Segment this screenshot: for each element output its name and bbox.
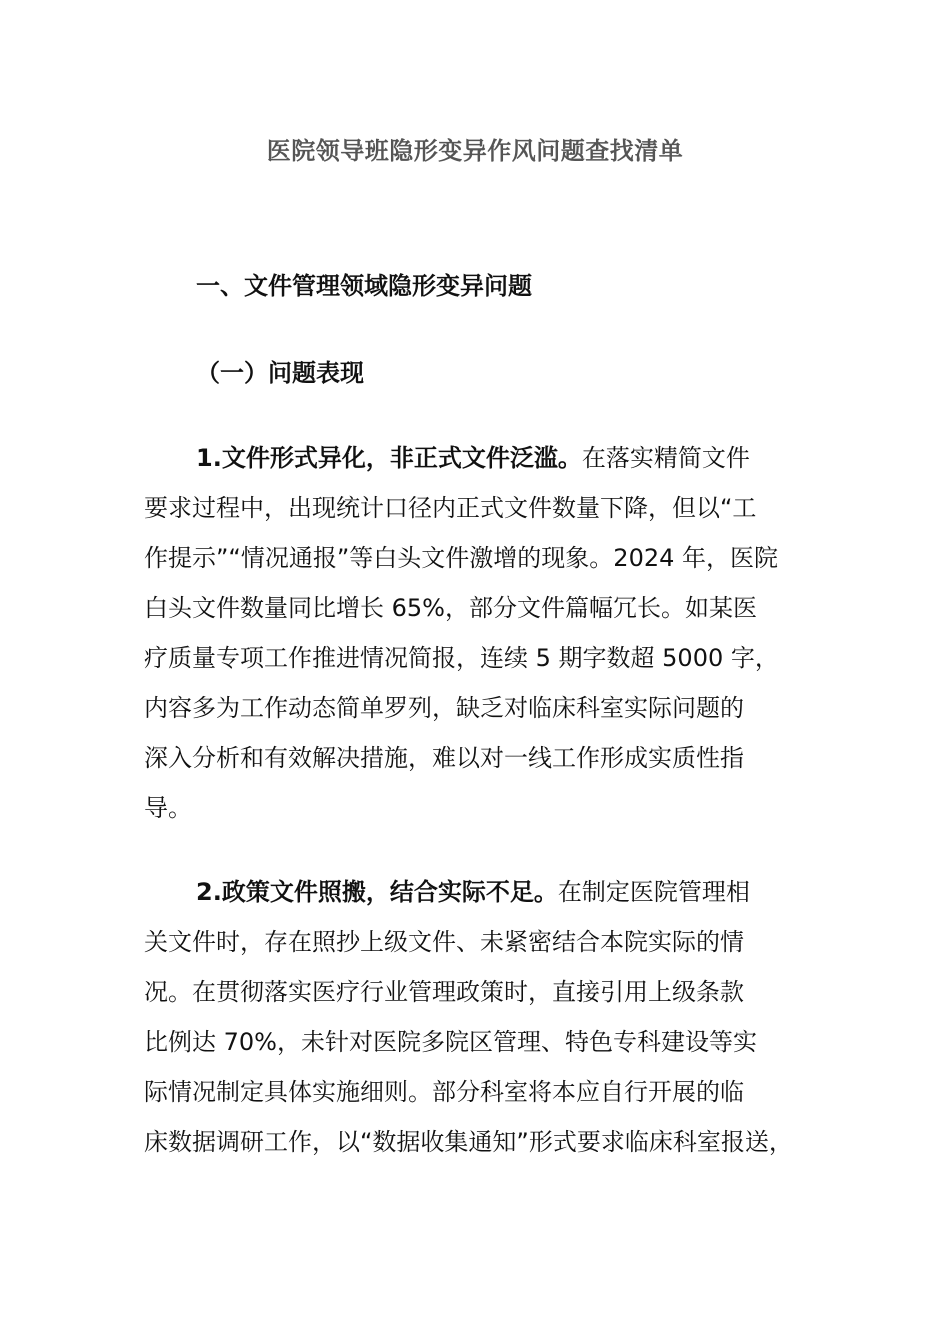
paragraph-line: 疗质量专项工作推进情况简报，连续 5 期字数超 5000 字， (144, 644, 779, 672)
paragraph-line: 深入分析和有效解决措施，难以对一线工作形成实质性指 (144, 744, 744, 772)
paragraph-line: 况。在贯彻落实医疗行业管理政策时，直接引用上级条款 (144, 978, 744, 1006)
paragraph-line: 际情况制定具体实施细则。部分科室将本应自行开展的临 (144, 1078, 744, 1106)
subsection-heading: （一）问题表现 (196, 359, 364, 387)
paragraph-1 (144, 433, 824, 833)
paragraph-2 (144, 867, 824, 1167)
paragraph-first-line (144, 433, 824, 483)
paragraph-lead: 2.政策文件照搬，结合实际不足。 (196, 878, 558, 906)
paragraph-first-line (144, 867, 824, 917)
paragraph-line: 床数据调研工作，以“数据收集通知”形式要求临床科室报送， (144, 1128, 793, 1156)
paragraph-line: 要求过程中，出现统计口径内正式文件数量下降，但以“工 (144, 494, 757, 522)
section-heading: 一、文件管理领域隐形变异问题 (196, 272, 532, 300)
paragraph-lead: 1.文件形式异化，非正式文件泛滥。 (196, 444, 582, 472)
paragraph-line: 作提示”“情况通报”等白头文件激增的现象。2024 年，医院 (144, 544, 779, 572)
paragraph-line: 比例达 70%，未针对医院多院区管理、特色专科建设等实 (144, 1028, 757, 1056)
paragraph-line: 内容多为工作动态简单罗列，缺乏对临床科室实际问题的 (144, 694, 744, 722)
paragraph-line: 关文件时，存在照抄上级文件、未紧密结合本院实际的情 (144, 928, 744, 956)
paragraph-text: 在制定医院管理相 (557, 878, 750, 906)
paragraph-line: 白头文件数量同比增长 65%，部分文件篇幅冗长。如某医 (144, 594, 757, 622)
paragraph-text: 在落实精简文件 (581, 444, 750, 472)
document-title: 医院领导班隐形变异作风问题查找清单 (266, 137, 684, 165)
paragraph-line: 导。 (144, 794, 192, 822)
